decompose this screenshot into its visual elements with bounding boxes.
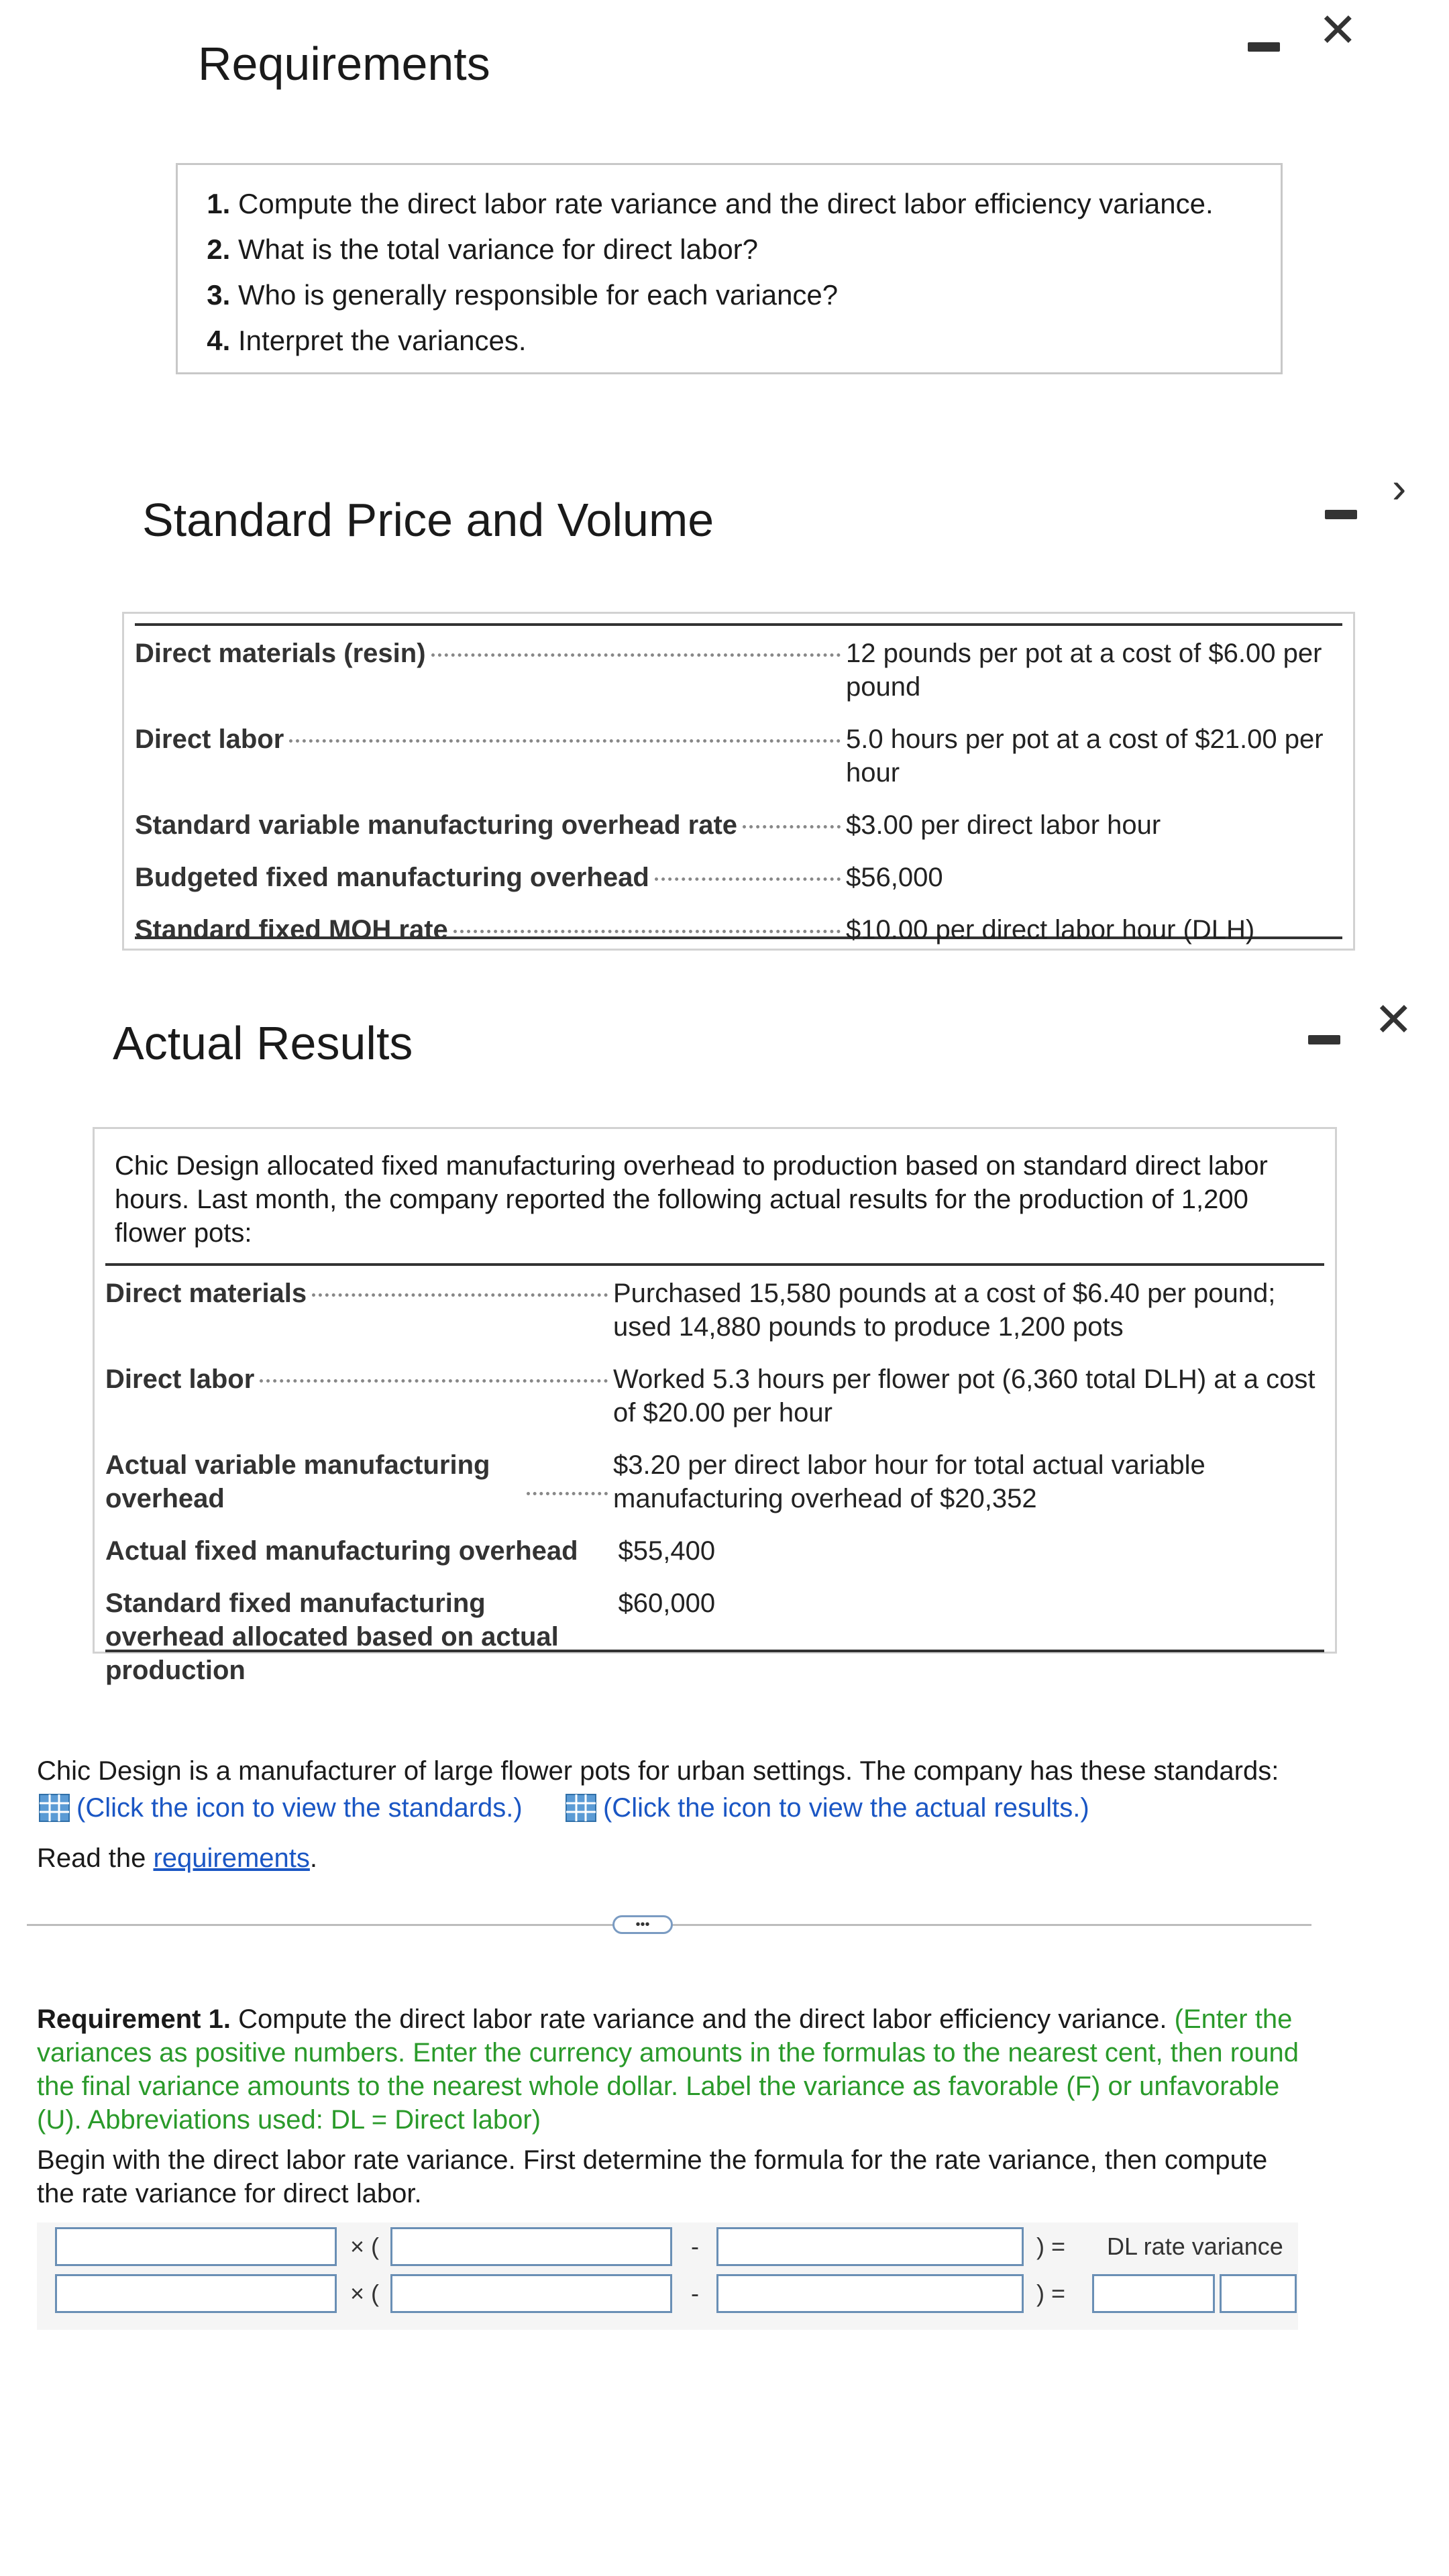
rate-value-input-1[interactable] — [55, 2274, 337, 2313]
leader-dots — [743, 808, 841, 828]
close-icon: ✕ — [1374, 994, 1413, 1046]
requirements-list — [198, 181, 1260, 364]
rate-formula-input-2[interactable] — [390, 2227, 672, 2266]
actual-results-title: Actual Results — [113, 1017, 413, 1069]
minimize-icon — [1248, 42, 1280, 52]
leader-dots — [260, 1362, 608, 1383]
leader-dots — [312, 1277, 608, 1297]
rate-value-input-2[interactable] — [390, 2274, 672, 2313]
requirements-list-box — [176, 163, 1283, 374]
requirement-item: 2. What is the total variance for direct labor? — [238, 227, 1260, 272]
expand-more-button[interactable]: ••• — [612, 1915, 673, 1934]
view-actual-results-link[interactable]: (Click the icon to view the actual results.) — [566, 1793, 1089, 1823]
requirements-link[interactable]: requirements — [153, 1843, 310, 1873]
table-grid-icon — [566, 1794, 596, 1822]
equals-symbol: ) = — [1036, 2279, 1066, 2307]
minimize-icon — [1325, 510, 1357, 519]
requirement-item: 3. Who is generally responsible for each variance? — [238, 272, 1260, 318]
requirement-item: 1. Compute the direct labor rate variance and the direct labor efficiency variance. — [238, 181, 1260, 227]
times-symbol: × ( — [350, 2279, 380, 2307]
close-requirements-button[interactable] — [1318, 4, 1358, 56]
read-requirements-line: Read the requirements. — [37, 1843, 318, 1873]
standards-row: Direct labor 5.0 hours per pot at a cost of $21.00 per hour — [135, 722, 1342, 790]
minimize-requirements-button[interactable] — [1248, 12, 1280, 59]
rate-formula-input-1[interactable] — [55, 2227, 337, 2266]
actual-row: Direct materials Purchased 15,580 pounds at a cost of $6.40 per pound; used 14,880 pounds to produce 1,200 pots — [105, 1277, 1324, 1344]
rate-value-input-3[interactable] — [716, 2274, 1024, 2313]
dl-rate-variance-label: DL rate variance — [1107, 2233, 1283, 2260]
minimize-actual-button[interactable] — [1308, 1005, 1340, 1052]
chevron-right-icon: › — [1392, 464, 1407, 512]
requirement-1-text: Requirement 1. Compute the direct labor rate variance and the direct labor efficiency variance. (Enter the variances as positive numbers. Enter the currency amounts in the formulas to the nearest cent, then round the final variance amounts to the nearest whole dollar. Label the variance as favorable (F) or unfavorable (U). Abbreviations used: DL = Direct labor) — [37, 2004, 1299, 2135]
times-symbol: × ( — [350, 2233, 380, 2260]
question-intro: Chic Design is a manufacturer of large flower pots for urban settings. The company has these standards: — [37, 1756, 1279, 1786]
minus-symbol: - — [691, 2279, 699, 2307]
table-grid-icon — [39, 1794, 70, 1822]
minus-symbol: - — [691, 2233, 699, 2260]
icon-links-line — [39, 1791, 1313, 1825]
standards-table — [122, 612, 1355, 951]
expand-standards-chevron[interactable] — [1392, 464, 1407, 512]
equals-symbol: ) = — [1036, 2233, 1066, 2260]
leader-dots — [527, 1475, 608, 1495]
actual-results-intro: Chic Design allocated fixed manufacturing overhead to production based on standard direct labor hours. Last month, the company reported the following actual results for the production of 1,200 flower pots: — [115, 1151, 1268, 1248]
begin-instructions: Begin with the direct labor rate variance. First determine the formula for the rate variance, then compute the rate variance for direct labor. — [37, 2145, 1268, 2208]
standards-title: Standard Price and Volume — [142, 494, 714, 546]
dl-rate-variance-label-input[interactable] — [1220, 2274, 1297, 2313]
standards-row: Budgeted fixed manufacturing overhead $56,000 — [135, 861, 1342, 894]
leader-dots — [289, 722, 841, 743]
leader-dots — [453, 913, 841, 933]
requirement-1-instructions: (Enter the variances as positive numbers. Enter the currency amounts in the formulas to the nearest cent, then round the final variance amounts to the nearest whole dollar. Label the variance as favorable (F) or unfavorable (U). Abbreviations used: DL = Direct labor) — [37, 2004, 1299, 2135]
view-standards-link[interactable]: (Click the icon to view the standards.) — [39, 1793, 530, 1823]
dl-rate-variance-amount-input[interactable] — [1092, 2274, 1215, 2313]
standards-row: Direct materials (resin) 12 pounds per pot at a cost of $6.00 per pound — [135, 637, 1342, 704]
requirements-title: Requirements — [198, 38, 490, 90]
close-actual-button[interactable] — [1374, 994, 1413, 1046]
leader-dots — [431, 637, 841, 657]
standards-row: Standard fixed MOH rate $10.00 per direct labor hour (DLH) — [135, 913, 1342, 947]
rate-formula-input-3[interactable] — [716, 2227, 1024, 2266]
actual-row: Standard fixed manufacturing overhead allocated based on actual production $60,000 — [105, 1589, 716, 1685]
leader-dots — [655, 861, 841, 881]
requirement-item: 4. Interpret the variances. — [238, 318, 1260, 364]
minimize-standards-button[interactable] — [1325, 480, 1357, 527]
minimize-icon — [1308, 1035, 1340, 1044]
actual-results-box — [93, 1127, 1337, 1685]
actual-row: Direct labor Worked 5.3 hours per flower pot (6,360 total DLH) at a cost of $20.00 per hour — [105, 1362, 1324, 1430]
close-icon: ✕ — [1318, 4, 1358, 56]
actual-row: Actual fixed manufacturing overhead $55,400 — [105, 1536, 716, 1566]
standards-row: Standard variable manufacturing overhead rate $3.00 per direct labor hour — [135, 808, 1342, 842]
actual-row: Actual variable manufacturing overhead $3.20 per direct labor hour for total actual variable manufacturing overhead of $20,352 — [105, 1450, 1205, 1513]
